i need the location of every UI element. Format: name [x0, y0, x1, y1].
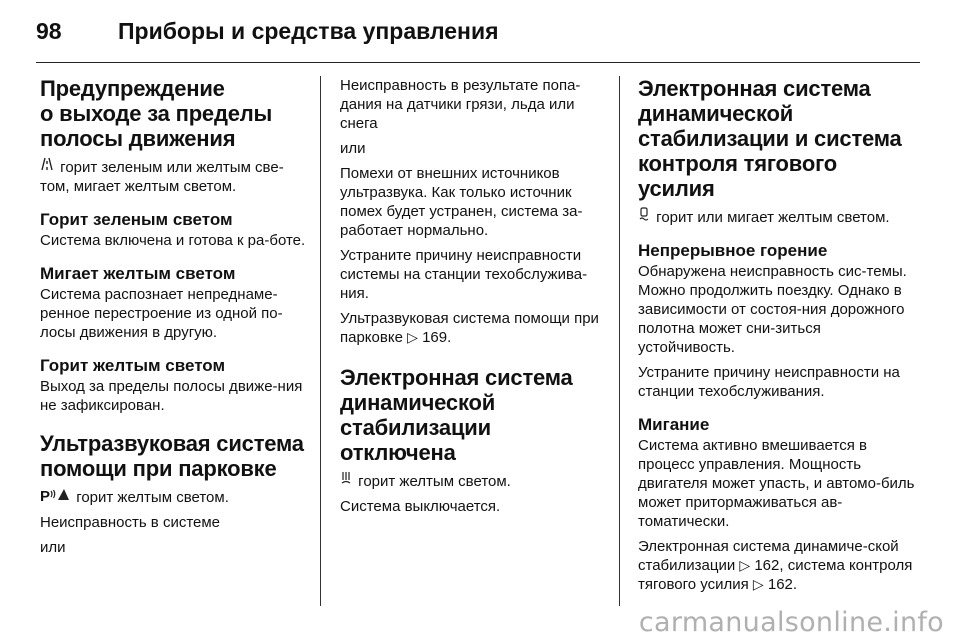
esc-ref-link-b[interactable]: 162. — [767, 576, 798, 593]
esc-blink-heading: Мигание — [638, 415, 710, 434]
lane-blink-heading: Мигает желтым светом — [40, 264, 236, 283]
esc-blink-text: Система активно вмешивается в процесс управления. Мощность двигателя может упасть, и автомо-биль может притормаживаться ав-томатически. — [638, 437, 915, 530]
heading-line: стабилизации и система — [638, 126, 902, 151]
page-ref-icon: ▷ — [739, 557, 751, 573]
page-header — [36, 10, 920, 54]
heading-line: Электронная система — [340, 365, 573, 390]
heading-line: Предупреждение — [40, 76, 225, 101]
page-title: Приборы и средства управления — [118, 18, 499, 44]
esc-section — [638, 76, 918, 594]
header-divider — [36, 62, 920, 63]
page-number: 98 — [36, 18, 62, 44]
esc-ref-link-a[interactable]: 162, система контроля тягового усилия — [638, 557, 913, 593]
heading-line: помощи при парковке — [40, 456, 277, 481]
parking-assist-section — [40, 431, 308, 557]
lane-departure-section — [40, 76, 308, 415]
parking-intro — [40, 487, 308, 507]
esc-off-icon — [340, 471, 352, 491]
heading-line: динамической — [340, 390, 496, 415]
esc-off-section — [340, 365, 608, 516]
heading-line: стабилизации отключена — [340, 415, 491, 465]
lane-intro — [40, 157, 308, 196]
column-divider-1 — [320, 76, 321, 606]
parking-intro-text: горит желтым светом. — [76, 489, 229, 506]
col2-text-4: Устраните причину неисправности системы на станции техобслужива-ния. — [340, 247, 588, 302]
heading-line: о выходе за пределы — [40, 101, 273, 126]
heading-line: усилия — [638, 176, 715, 201]
parking-text-1: Неисправность в системе — [40, 514, 221, 531]
esc-intro-text: горит или мигает желтым светом. — [656, 209, 890, 226]
esc-off-intro-text: горит желтым светом. — [358, 473, 511, 490]
lane-yellow-heading: Горит желтым светом — [40, 356, 226, 375]
column-3 — [638, 76, 918, 600]
page-ref-link[interactable]: 169. — [422, 329, 452, 346]
esc-continuous-text-2: Устраните причину неисправности на станции техобслуживания. — [638, 364, 900, 400]
lane-green-heading: Горит зеленым светом — [40, 210, 233, 229]
heading-line: полосы движения — [40, 126, 236, 151]
esc-off-intro — [340, 471, 608, 491]
lane-blink-text: Система распознает непреднаме-ренное перестроение из одной по-лосы движения в другую. — [40, 286, 283, 341]
parking-ref-text: Ультразвуковая система помощи при парковке — [340, 310, 599, 346]
watermark-text: carmanualsonline.info — [638, 607, 944, 638]
parking-assist-icon — [40, 487, 70, 506]
heading-line: контроля тягового — [638, 151, 837, 176]
page-ref-icon: ▷ — [407, 329, 418, 345]
esc-off-text: Система выключается. — [340, 498, 501, 515]
col2-text-3: Помехи от внешних источников ультразвука. Как только источник помех будет устранен, система за-работает нормально. — [340, 165, 583, 239]
heading-line: Электронная система — [638, 76, 871, 101]
column-1 — [40, 76, 308, 563]
heading-line: Ультразвуковая система — [40, 431, 304, 456]
lane-yellow-text: Выход за пределы полосы движе-ния не зафиксирован. — [40, 378, 303, 414]
col2-text-1: Неисправность в результате попа-дания на датчики грязи, льда или снега — [340, 77, 581, 132]
col2-text-5 — [340, 309, 608, 347]
lane-departure-icon — [40, 157, 54, 177]
column-2 — [340, 76, 608, 522]
lane-green-text: Система включена и готова к ра-боте. — [40, 232, 306, 249]
esc-icon — [638, 207, 650, 227]
esc-intro — [638, 207, 918, 227]
page-ref-icon: ▷ — [752, 576, 764, 592]
esc-off-heading — [340, 365, 608, 465]
parking-text-2: или — [40, 539, 66, 556]
esc-heading — [638, 76, 918, 201]
esc-continuous-text: Обнаружена неисправность сис-темы. Можно продолжить поездку. Однако в зависимости от состоя-ния дорожного полотна может сни-зиться устойчивость. — [638, 263, 907, 356]
esc-ref-text — [638, 537, 918, 594]
parking-assist-heading — [40, 431, 308, 481]
column-divider-2 — [619, 76, 620, 606]
esc-ref-text-a: Электронная система динамиче-ской стабилизации — [638, 538, 899, 574]
esc-continuous-heading: Непрерывное горение — [638, 241, 828, 260]
lane-intro-text: горит зеленым или желтым све-том, мигает желтым светом. — [40, 159, 284, 195]
col2-text-2: или — [340, 140, 366, 157]
lane-departure-heading — [40, 76, 308, 151]
heading-line: динамической — [638, 101, 794, 126]
parking-icon-letter: P — [40, 488, 51, 505]
